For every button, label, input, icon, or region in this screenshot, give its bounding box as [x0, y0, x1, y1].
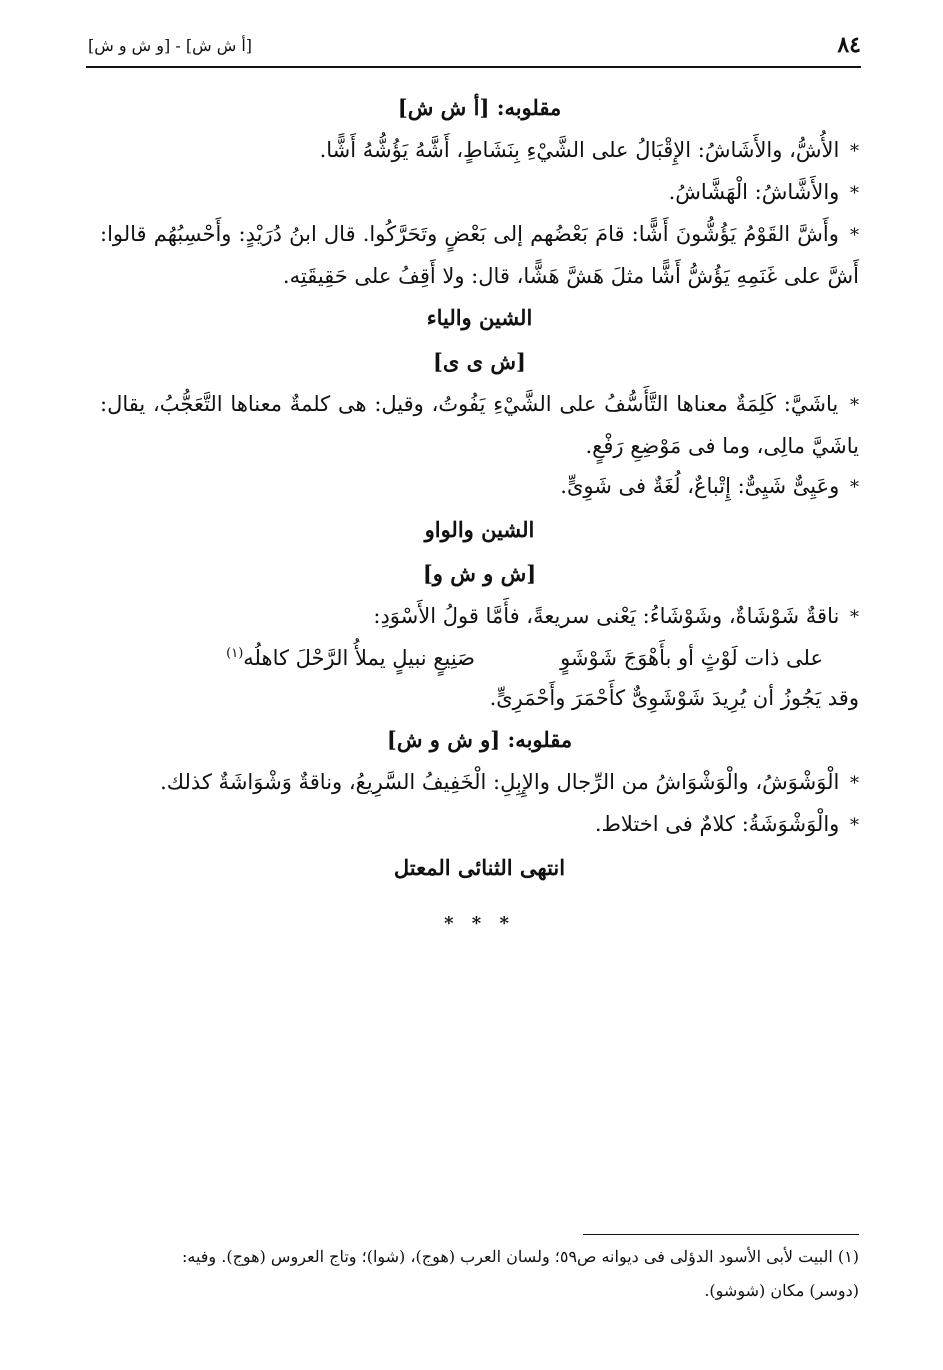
entry-paragraph: وقد يَجُوزُ أن يُرِيدَ شَوْشَوِىٌّ كأَحْمَرَ وأَحْمَرِىٍّ.: [489, 686, 859, 710]
entry-paragraph: * ناقةٌ شَوْشَاةٌ، وشَوْشَاءُ: يَعْنى سريعةً، فأَمَّا قولُ الأَسْوَدِ:: [373, 604, 859, 628]
section-end-stars: * * *: [444, 913, 515, 934]
footnote-rule: [583, 1234, 859, 1235]
root-heading-shwshw: [ش و ش و]: [422, 561, 537, 586]
entry-paragraph: * الأُشُّ، والأَشَاشُ: الإِقْبَالُ على الشَّيْءِ بِنَشَاطٍ، أَشَّهُ يَؤُشُّهُ أَشًّا.: [319, 138, 859, 162]
footnote-line: (١) البيت لأبى الأسود الدؤلى فى ديوانه ص٥٩؛ ولسان العرب (هوج)، (شوا)؛ وتاج العروس (هوج). وفيه:: [181, 1247, 859, 1266]
verse-second-hemistich: صَنِيعٍ نبيلٍ يملأُ الرَّحْلَ كاهلُه$^{(١)}$: [226, 646, 475, 670]
asterisk-icon: *: [850, 141, 859, 162]
entry-paragraph: * ياشَيَّ: كَلِمَةٌ معناها التَّأَسُّفُ على الشَّيْءِ يَفُوتُ، وقيل: هى كلمةٌ معناها التَّعَجُّبُ، يقال: ياشَيَّ مالِى، وما فى مَوْضِعِ رَفْعٍ.: [100, 392, 859, 458]
verse-first-hemistich: على ذات لَوْثٍ أو بأَهْوَجَ شَوْشَوٍ: [560, 646, 823, 670]
entry-paragraph: * والْوَشْوَشَةُ: كلامٌ فى اختلاط.: [594, 812, 859, 836]
asterisk-icon: *: [850, 395, 859, 416]
running-title: [أ ش ش] - [و ش و ش]: [88, 36, 252, 55]
section-heading-ashsh: مقلوبه: [أ ش ش]: [397, 95, 562, 120]
entry-paragraph: * والأَشَّاشُ: الْهَشَّاشُ.: [668, 180, 859, 204]
header-rule: [86, 66, 861, 68]
asterisk-icon: *: [850, 607, 859, 628]
running-header: [88, 32, 861, 62]
asterisk-icon: *: [850, 815, 859, 836]
entry-paragraph: * وأَشَّ القَوْمُ يَؤُشُّونَ أَشًّا: قامَ بَعْضُهم إلى بَعْضٍ وتَحَرَّكُوا. قال ابنُ دُرَيْدٍ: وأَحْسِبُهُم قالوا: أَشَّ على غَنَمِهِ يَؤُشُّ أَشًّا مثلَ هَشَّ هَشًّا، قال: ولا أَقِفُ على حَقِيقَتِه.: [100, 222, 859, 288]
page-number: ٨٤: [837, 32, 861, 58]
poetry-verse: [100, 638, 859, 678]
entry-paragraph: * الْوَشْوَشُ، والْوَشْوَاشُ من الرِّجال والإِبِلِ: الْخَفِيفُ السَّرِيعُ، وناقةٌ وَشْوَاشَةٌ كذلك.: [160, 770, 859, 794]
page-body: [100, 86, 859, 944]
entry-paragraph: * وعَيِىٌّ شَيِىٌّ: إِتْباعٌ، لُغَةٌ فى شَوِىٍّ.: [560, 474, 859, 498]
closing-heading: انتهى الثنائى المعتل: [393, 855, 566, 880]
asterisk-icon: *: [849, 225, 859, 246]
asterisk-icon: *: [850, 183, 859, 204]
section-heading-wshwsh: مقلوبه: [و ش و ش]: [386, 727, 573, 752]
footnotes: [86, 1240, 859, 1308]
footnote-line: (دوسر) مكان (شوشو).: [704, 1281, 859, 1300]
chapter-heading-shin-waw: الشين والواو: [424, 517, 535, 542]
asterisk-icon: *: [850, 477, 859, 498]
asterisk-icon: *: [850, 773, 859, 794]
footnote-reference[interactable]: (١): [226, 646, 244, 661]
chapter-heading-shin-ya: الشين والياء: [426, 305, 533, 330]
root-heading-shyy: [ش ى ى]: [432, 349, 526, 374]
